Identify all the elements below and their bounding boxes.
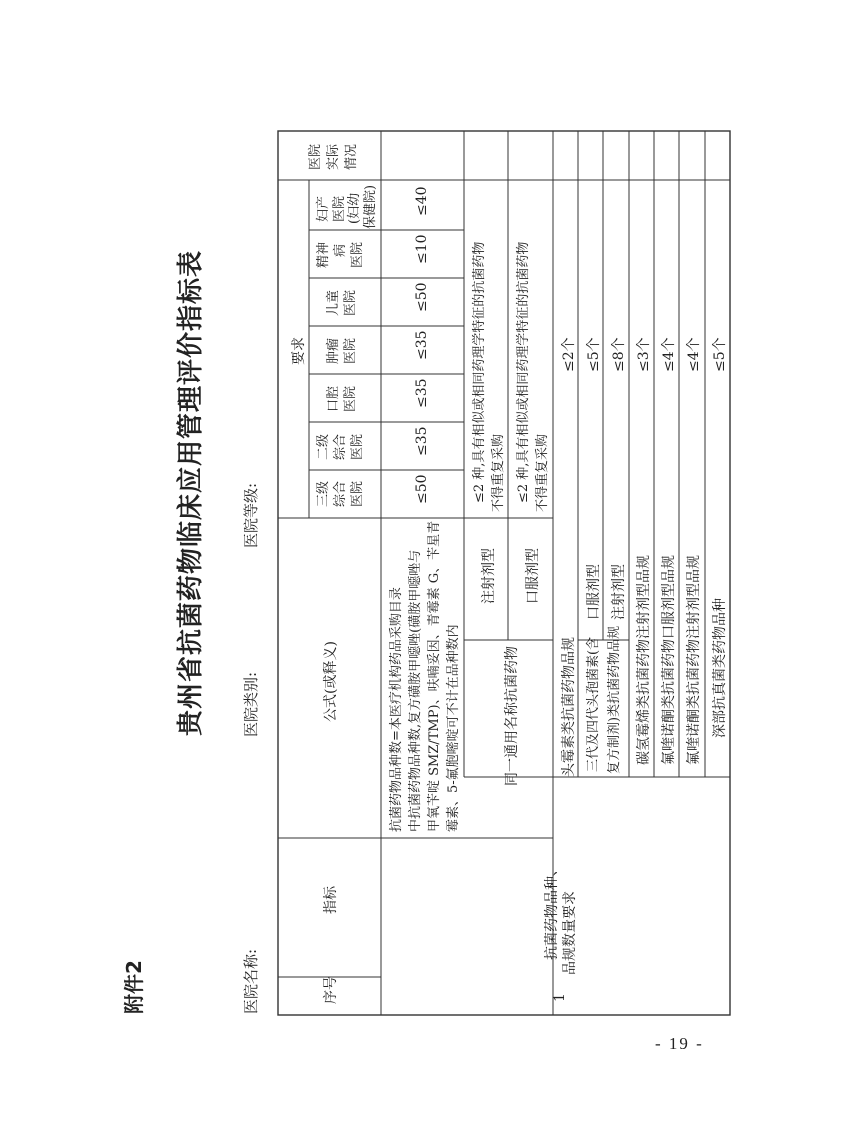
ht-6-b: 医院 — [332, 195, 347, 222]
header-indicator: 指标 — [323, 886, 339, 914]
fq-inj-label: 氟喹诺酮类抗菌药物注射剂型品规 — [686, 555, 702, 765]
injection-rule-2: 不得重复采购 — [491, 433, 506, 512]
row1-indicator-1: 抗菌药物品种、 — [544, 862, 560, 960]
third-fourth-gen-1: 三代及四代头孢菌素(含 — [586, 636, 601, 772]
ht-0-a: 三级 — [316, 480, 331, 507]
row1-formula-3: 甲氧苄啶 SMZ/TMP)、呋喃妥因、青霉素 G、苄星青 — [427, 520, 442, 832]
row1-formula-1: 抗菌药物品种数=本医疗机构药品采购目录 — [389, 587, 404, 832]
row1-limit-4: ≤50 — [414, 282, 430, 312]
cephamycin-label: 头霉素类抗菌药物品规 — [561, 637, 577, 777]
row1-limit-3: ≤35 — [414, 330, 430, 360]
ht-2-a: 口腔 — [326, 385, 341, 412]
injection-rule-1: ≤2 种,具有相似或相同药理学特征的抗菌药物 — [472, 241, 487, 503]
ht-5-b: 病 — [333, 243, 348, 257]
ht-1-b: 综合 — [333, 433, 348, 460]
third-fourth-gen-2: 复方制剂)类抗菌药物品规 — [607, 625, 622, 774]
row1-formula-4: 霉素、5-氟胞嘧啶可不计在品种数内 — [446, 624, 461, 832]
row1-limit-6: ≤40 — [414, 186, 430, 216]
row1-limit-0: ≤50 — [414, 474, 430, 504]
hospital-grade-label: 医院等级: — [242, 482, 260, 548]
header-formula: 公式(或释义) — [323, 641, 339, 722]
fq-oral-limit: ≤4个 — [661, 337, 677, 372]
header-seq: 序号 — [323, 976, 339, 1004]
attachment-label: 附件2 — [122, 960, 146, 1014]
oral-rule-1: ≤2 种,具有相似或相同药理学特征的抗菌药物 — [516, 241, 531, 503]
oral-label: 口服剂型 — [525, 548, 541, 604]
row1-seq: 1 — [552, 993, 568, 1002]
third-fourth-inj-label: 注射剂型 — [611, 564, 627, 620]
fq-inj-limit: ≤4个 — [686, 337, 702, 372]
row1-limit-2: ≤35 — [414, 378, 430, 408]
page-number: - 19 - — [655, 1034, 704, 1053]
ht-1-a: 二级 — [316, 433, 331, 460]
row1-limit-5: ≤10 — [414, 234, 430, 264]
page-title: 贵州省抗菌药物临床应用管理评价指标表 — [176, 249, 206, 736]
ht-6-c: (妇幼 — [347, 192, 362, 224]
same-generic-label: 同一通用名称抗菌药物 — [504, 646, 520, 786]
ht-6-a: 妇产 — [316, 195, 331, 222]
row1-indicator-2: 品规数量要求 — [562, 891, 578, 975]
ht-5-c: 医院 — [350, 241, 365, 268]
carbapenem-label: 碳氢霉烯类抗菌药物注射剂型品规 — [636, 555, 652, 765]
ht-6-d: 保健院) — [363, 184, 378, 229]
header-requirement: 要求 — [291, 337, 307, 365]
third-fourth-oral-label: 口服剂型 — [586, 564, 602, 620]
header-actual-2: 实际 — [326, 143, 341, 170]
carbapenem-limit: ≤3个 — [636, 337, 652, 372]
ht-4-b: 医院 — [343, 289, 358, 316]
fq-oral-label: 氟喹诺酮类抗菌药物口服剂型品规 — [661, 555, 677, 765]
header-actual-3: 情况 — [344, 143, 359, 170]
ht-1-c: 医院 — [350, 433, 365, 460]
row1-formula-2: 中抗菌药物品种数,复方磺胺甲噁唑(磺胺甲噁唑与 — [408, 549, 423, 832]
ht-3-a: 肿瘤 — [326, 337, 341, 364]
ht-3-b: 医院 — [343, 337, 358, 364]
ht-0-c: 医院 — [350, 480, 365, 507]
third-fourth-inj-limit: ≤8个 — [611, 337, 627, 372]
hospital-name-label: 医院名称: — [242, 948, 260, 1014]
third-fourth-oral-limit: ≤5个 — [586, 337, 602, 372]
ht-5-a: 精神 — [316, 241, 331, 268]
row1-limit-1: ≤35 — [414, 426, 430, 456]
ht-4-a: 儿童 — [326, 289, 341, 316]
header-actual-1: 医院 — [308, 143, 323, 170]
injection-label: 注射剂型 — [481, 548, 497, 604]
antifungal-label: 深部抗真菌类药物品种 — [712, 598, 728, 738]
oral-rule-2: 不得重复采购 — [535, 433, 550, 512]
antifungal-limit: ≤5个 — [712, 337, 728, 372]
hospital-type-label: 医院类别: — [242, 671, 260, 737]
ht-2-b: 医院 — [343, 385, 358, 412]
ht-0-b: 综合 — [333, 480, 348, 507]
cephamycin-limit: ≤2个 — [561, 337, 577, 372]
